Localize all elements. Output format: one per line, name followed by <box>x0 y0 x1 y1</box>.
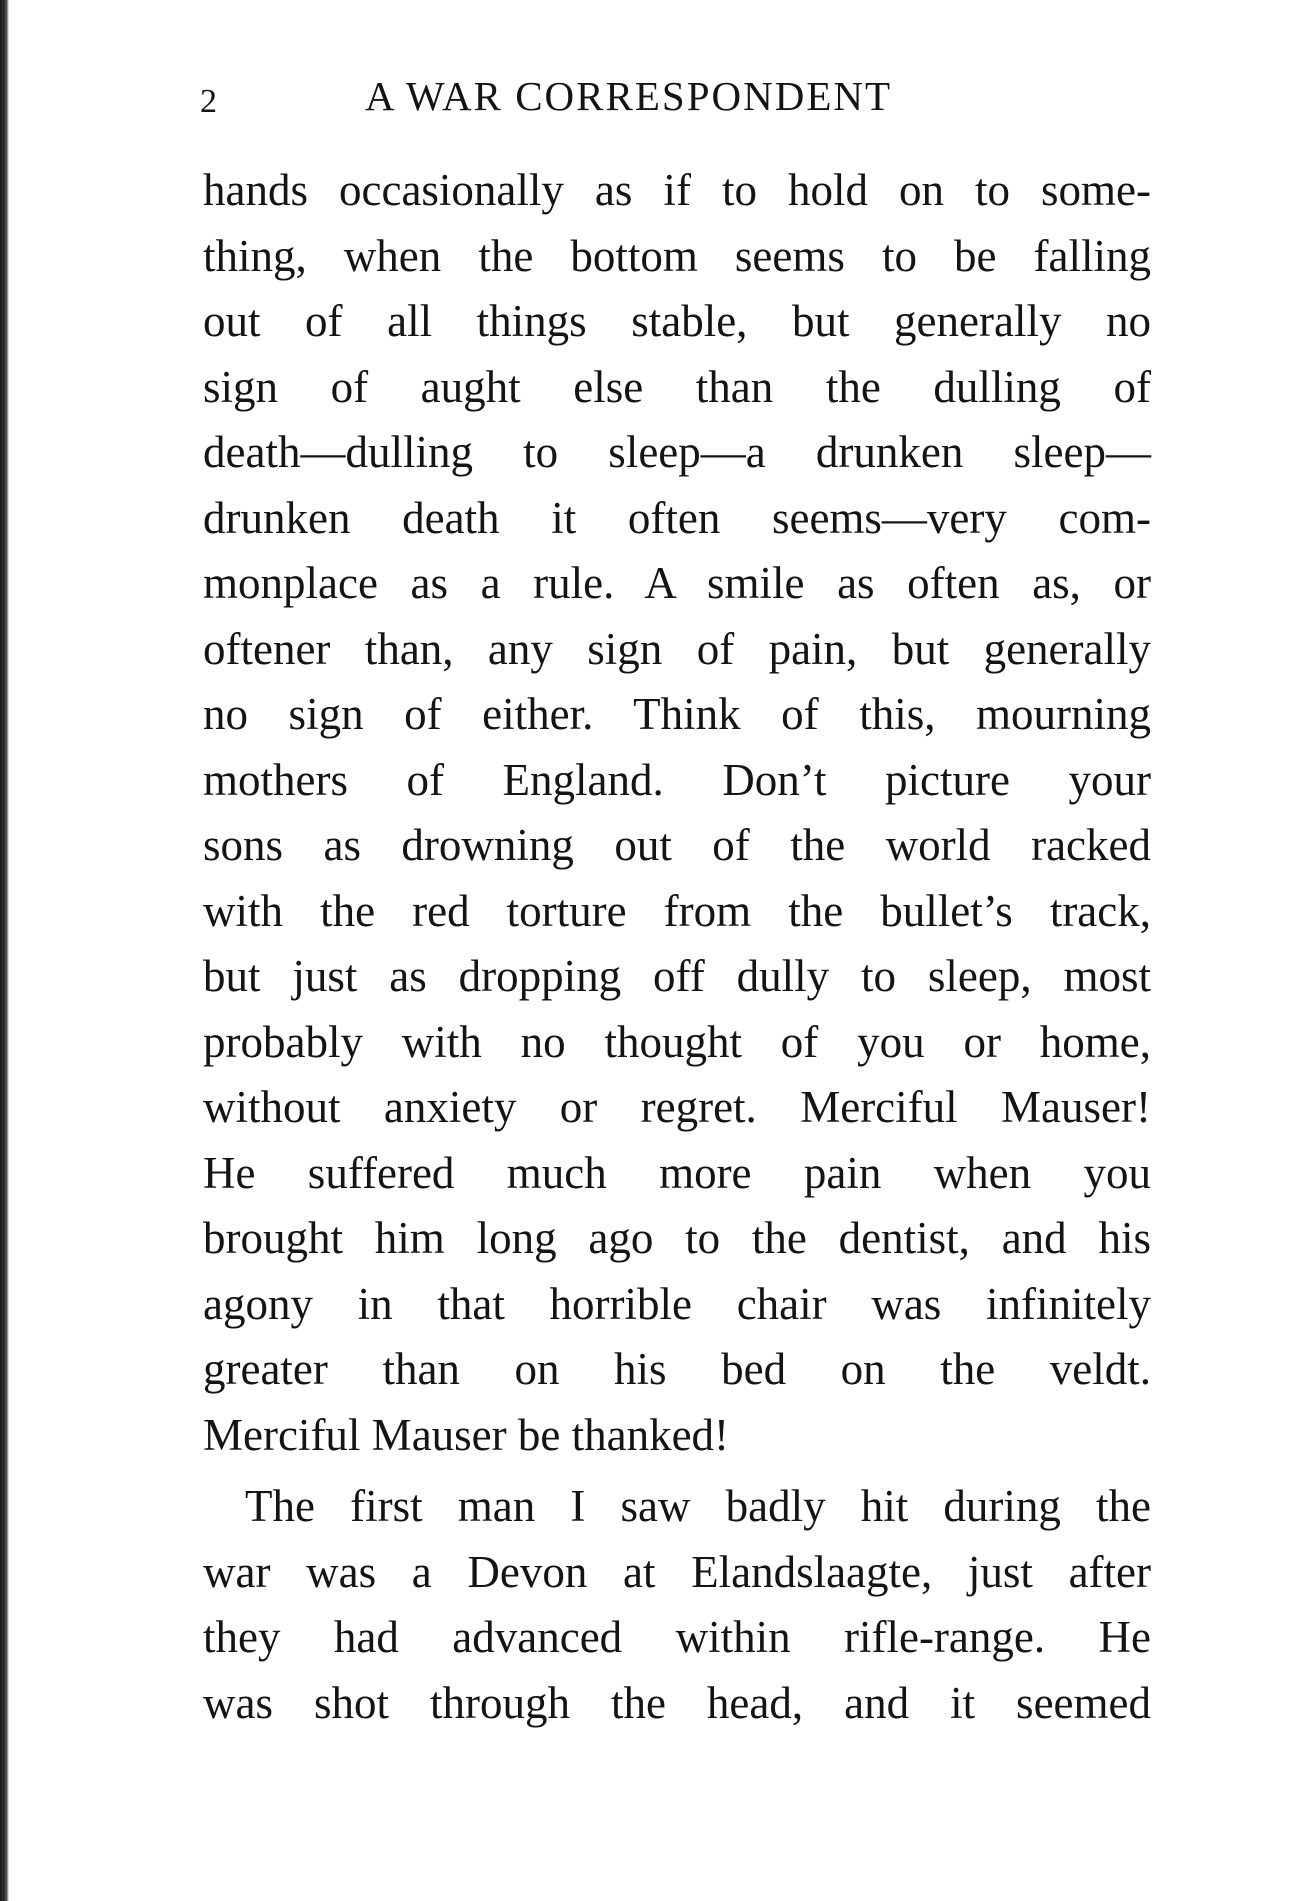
text-line: probably with no thought of you or home, <box>203 1016 1151 1067</box>
text-line: death—dulling to sleep—a drunken sleep— <box>203 427 1151 477</box>
text-line: hands occasionally as if to hold on to some- <box>203 165 1151 215</box>
text-line: without anxiety or regret. Merciful Mauser! <box>203 1082 1151 1132</box>
text-line: monplace as a rule. A smile as often as, or <box>203 558 1151 608</box>
page-number: 2 <box>200 83 217 120</box>
text-line: out of all things stable, but generally no <box>203 296 1151 346</box>
text-line: they had advanced within rifle-range. He <box>203 1612 1151 1662</box>
text-line: sons as drowning out of the world racked <box>203 820 1151 870</box>
text-line: agony in that horrible chair was infinitely <box>203 1278 1151 1329</box>
paragraph-1 <box>203 158 1151 1468</box>
text-line: oftener than, any sign of pain, but generally <box>203 623 1151 674</box>
text-line: mothers of England. Don’t picture your <box>203 754 1151 805</box>
body-text <box>203 158 1151 1736</box>
text-line: sign of aught else than the dulling of <box>203 361 1151 412</box>
text-line: no sign of either. Think of this, mourning <box>203 689 1151 739</box>
text-line: with the red torture from the bullet’s track, <box>203 885 1151 936</box>
binding-edge <box>0 0 9 1901</box>
text-line: but just as dropping off dully to sleep, most <box>203 951 1151 1001</box>
running-title: A WAR CORRESPONDENT <box>365 73 893 119</box>
text-line: war was a Devon at Elandslaagte, just after <box>203 1546 1151 1597</box>
text-line: drunken death it often seems—very com- <box>203 492 1151 543</box>
text-line: brought him long ago to the dentist, and his <box>203 1213 1151 1263</box>
running-head <box>200 72 1200 132</box>
text-line: thing, when the bottom seems to be falling <box>203 230 1151 281</box>
text-line: greater than on his bed on the veldt. <box>203 1344 1151 1394</box>
text-line: The first man I saw badly hit during the <box>245 1481 1151 1531</box>
text-line: He suffered much more pain when you <box>203 1147 1151 1198</box>
paragraph-2 <box>203 1474 1151 1736</box>
text-line: Merciful Mauser be thanked! <box>203 1409 730 1460</box>
text-line: was shot through the head, and it seemed <box>203 1677 1151 1728</box>
